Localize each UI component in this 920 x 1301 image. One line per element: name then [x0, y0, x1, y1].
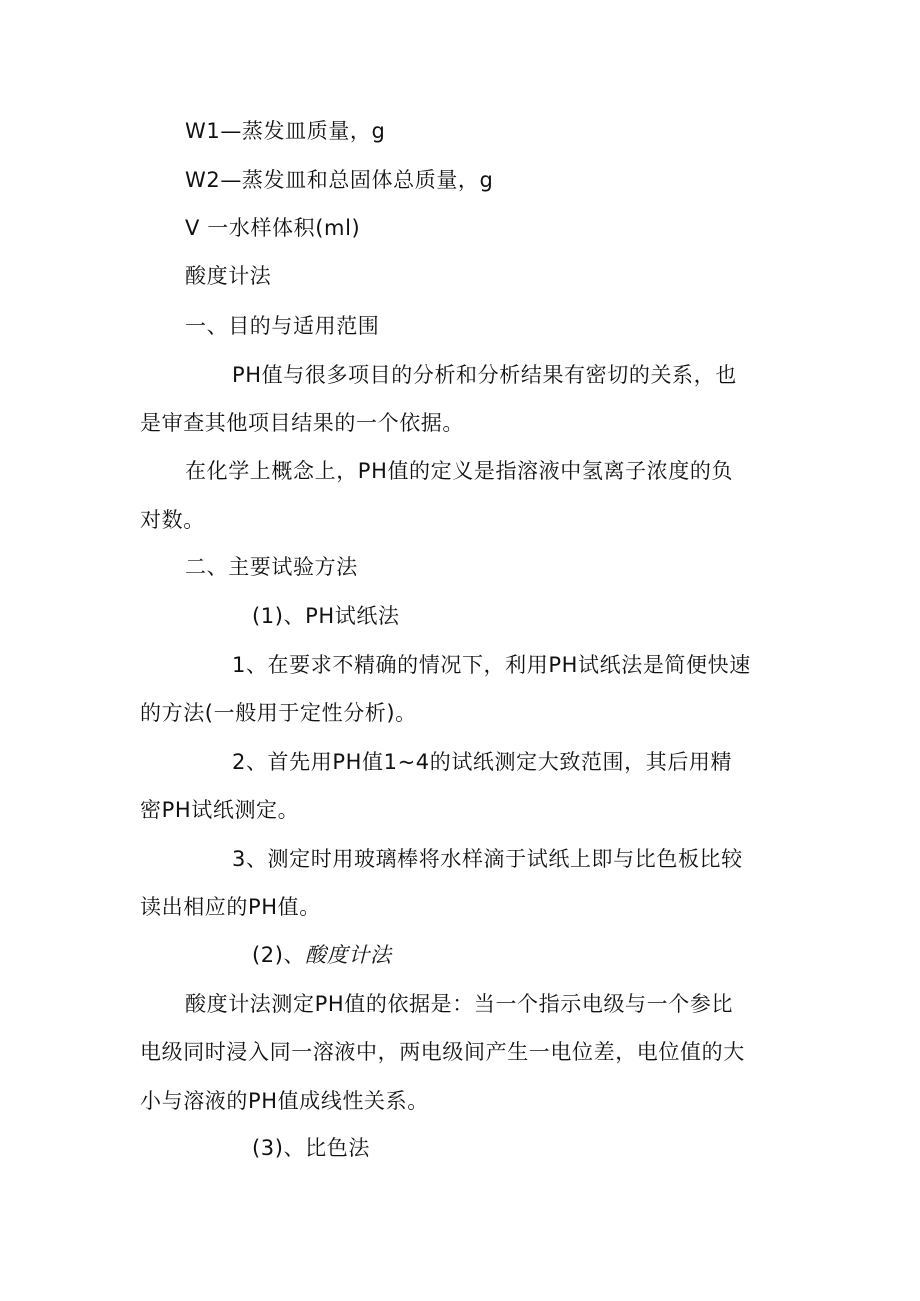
variable-definition-w2: W2—蒸发皿和总固体总质量，g: [185, 168, 494, 192]
section-title-ph-meter-method: 酸度计法: [185, 264, 272, 288]
heading-main-test-methods: 二、主要试验方法: [185, 555, 358, 579]
subheading-colorimetric-method: (3)、比色法: [252, 1136, 370, 1160]
paragraph-line: 电级同时浸入同一溶液中，两电级间产生一电位差，电位值的大: [140, 1040, 745, 1064]
paragraph-line: 在化学上概念上，PH值的定义是指溶液中氢离子浓度的负: [185, 459, 734, 483]
paragraph-line: 密PH试纸测定。: [140, 798, 300, 822]
paragraph-line: 3、测定时用玻璃棒将水样滴于试纸上即与比色板比较: [232, 847, 743, 871]
paragraph-line: 对数。: [140, 508, 205, 532]
variable-definition-v: V 一水样体积(ml): [185, 216, 361, 240]
subheading-ph-paper-method: (1)、PH试纸法: [252, 604, 400, 628]
paragraph-line: 1、在要求不精确的情况下，利用PH试纸法是简便快速: [232, 653, 751, 677]
paragraph-line: 酸度计法测定PH值的依据是：当一个指示电级与一个参比: [185, 992, 734, 1016]
subheading-number: (2)、: [252, 943, 306, 967]
heading-purpose-and-scope: 一、目的与适用范围: [185, 314, 380, 338]
subheading-italic-title: 酸度计法: [305, 943, 392, 967]
paragraph-line: 2、首先用PH值1~4的试纸测定大致范围，其后用精: [232, 750, 733, 774]
paragraph-line: 是审查其他项目结果的一个依据。: [140, 411, 464, 435]
paragraph-line: 小与溶液的PH值成线性关系。: [140, 1089, 429, 1113]
paragraph-line: PH值与很多项目的分析和分析结果有密切的关系，也: [232, 363, 737, 387]
paragraph-line: 的方法(一般用于定性分析)。: [140, 701, 417, 725]
variable-definition-w1: W1—蒸发皿质量，g: [185, 119, 386, 143]
paragraph-line: 读出相应的PH值。: [140, 895, 321, 919]
subheading-ph-meter-method: [252, 941, 392, 969]
